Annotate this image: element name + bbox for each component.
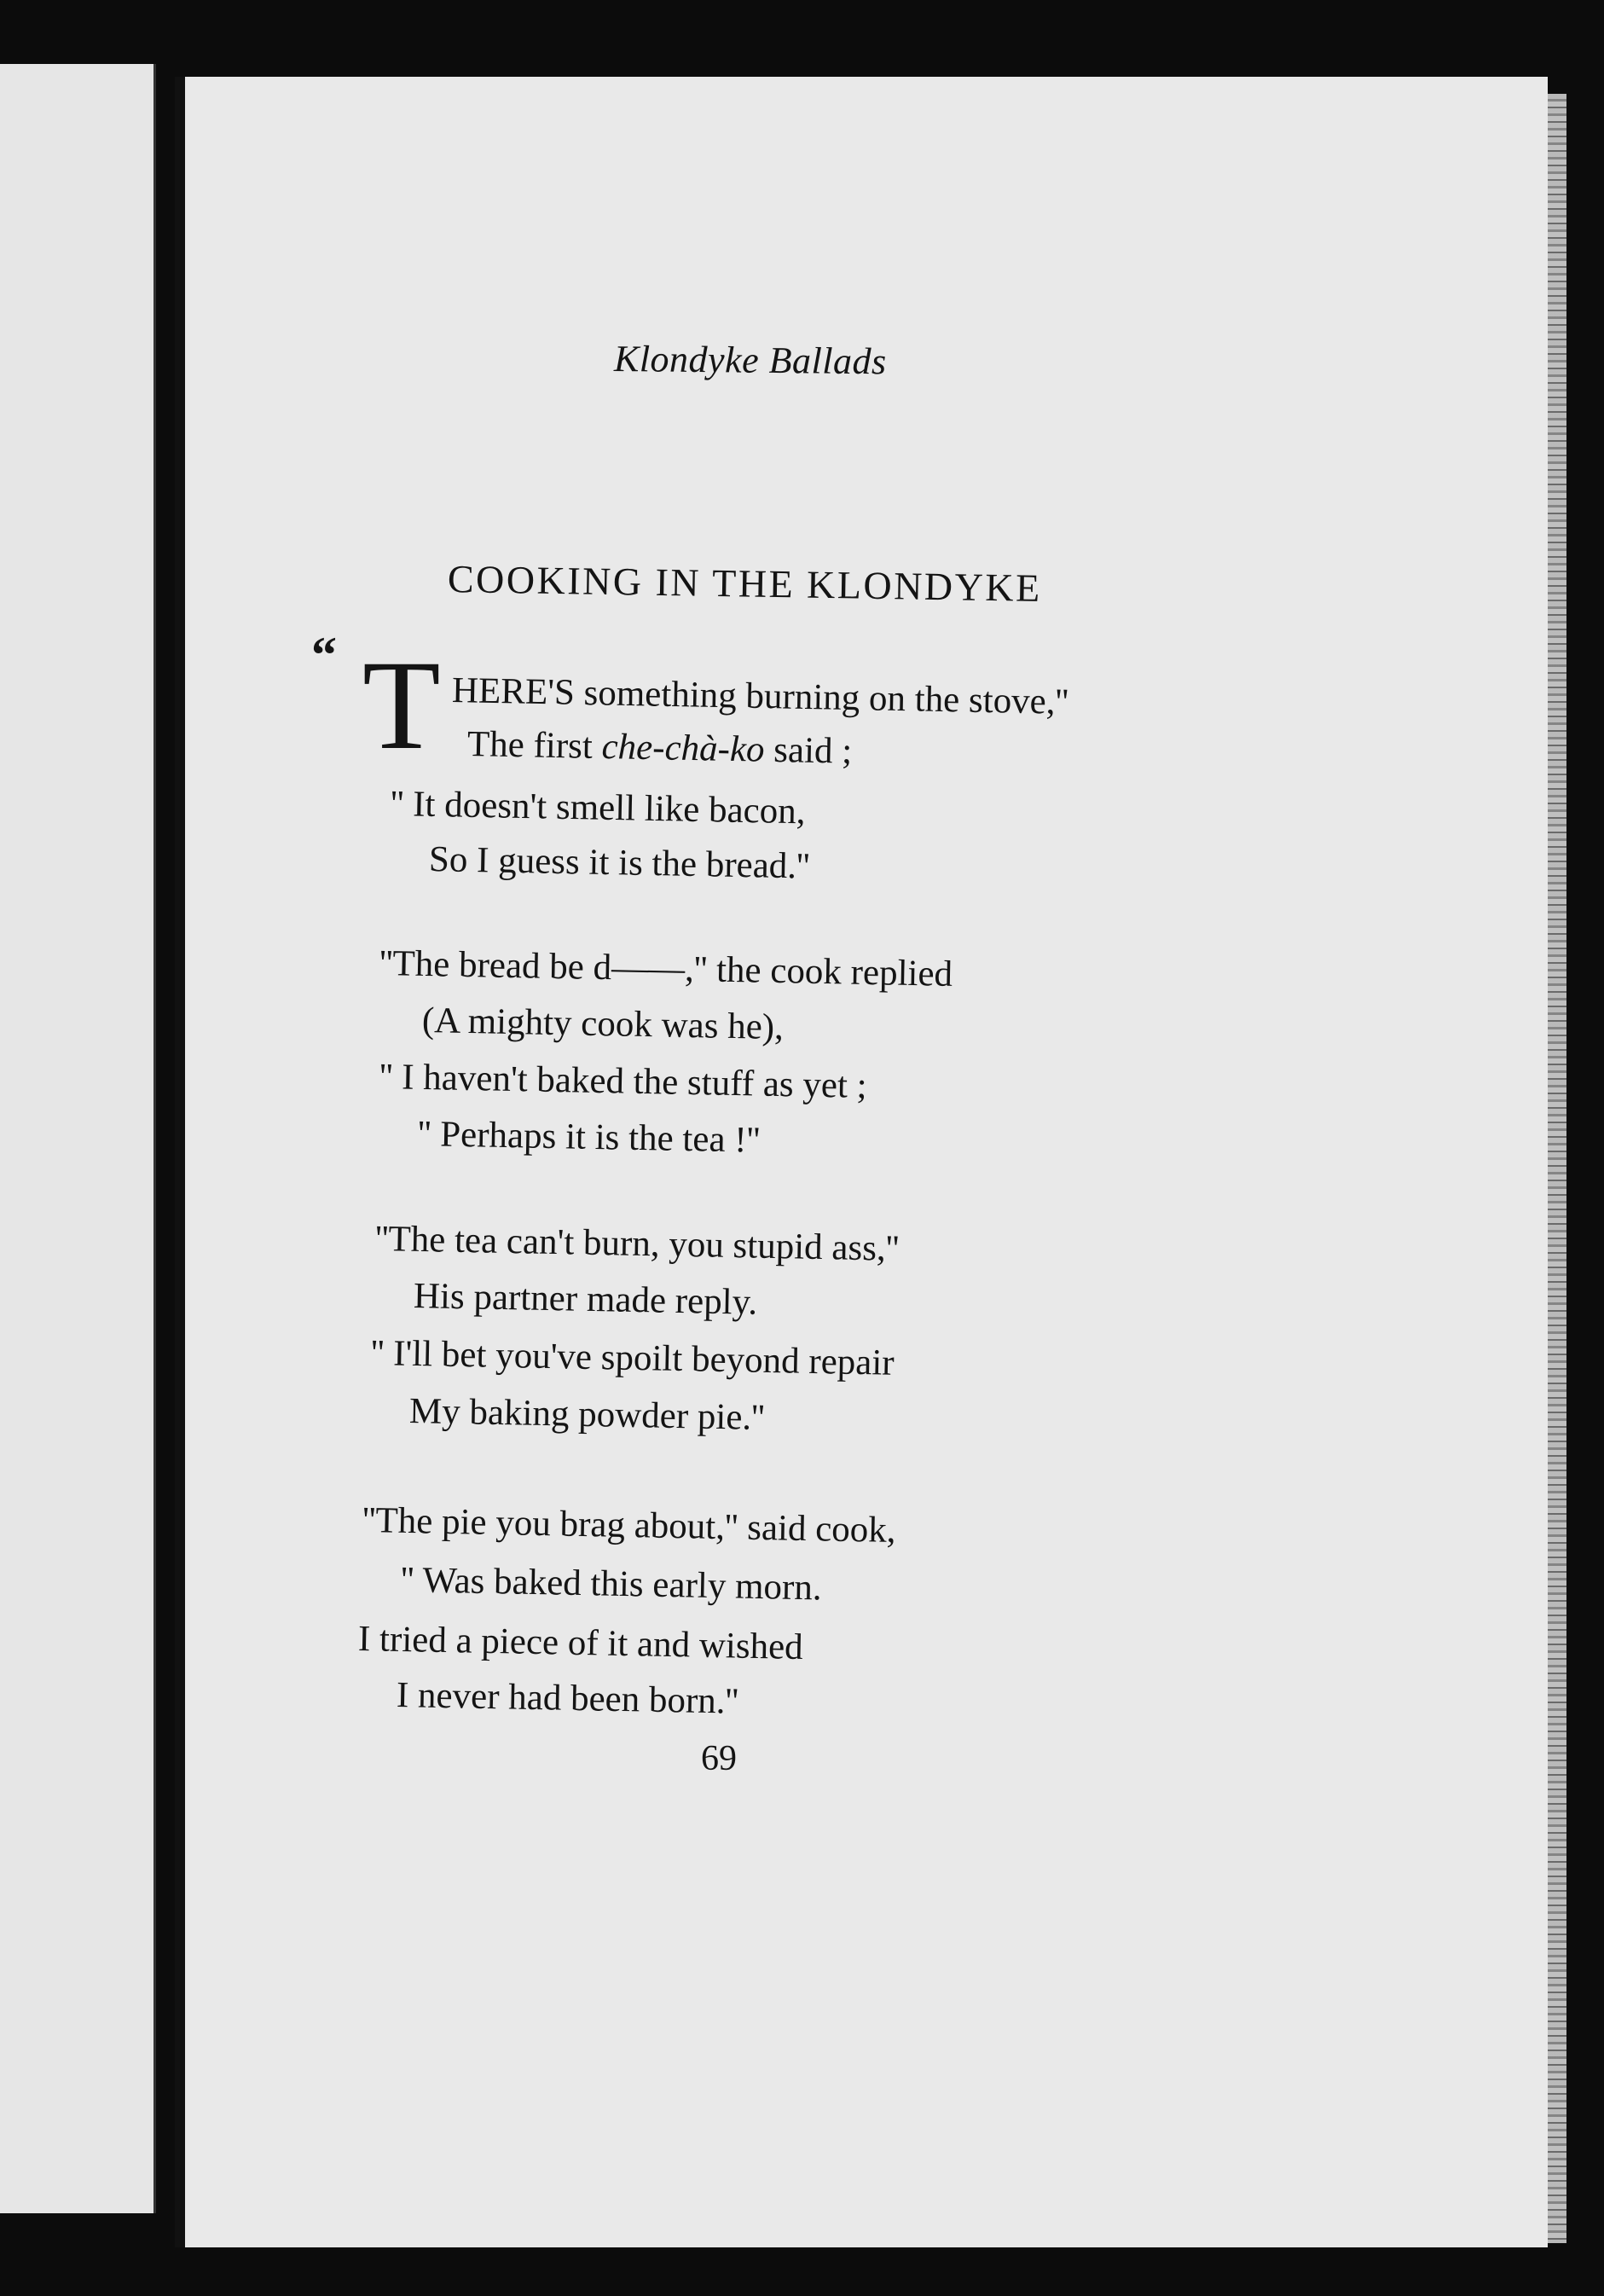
poem-line: '' I'll bet you've spoilt beyond repair — [370, 1333, 895, 1383]
page-number: 69 — [701, 1739, 737, 1778]
page-fringe — [1548, 94, 1566, 2243]
poem-line: '' It doesn't smell like bacon, — [390, 784, 806, 832]
poem-line: My baking powder pie.'' — [408, 1391, 766, 1438]
opening-quote: “ — [311, 627, 337, 683]
poem-line: ''The tea can't burn, you stupid ass,'' — [374, 1219, 900, 1269]
poem-line: '' I haven't baked the stuff as yet ; — [379, 1057, 868, 1106]
poem-line: '' Was baked this early morn. — [400, 1560, 823, 1609]
poem-line: ''The pie you brag about,'' said cook, — [362, 1500, 897, 1551]
poem-line: I never had been born.'' — [396, 1675, 739, 1722]
book-page — [175, 77, 1548, 2247]
poem-line: (A mighty cook was he), — [421, 1000, 785, 1048]
poem-line: '' Perhaps it is the tea !'' — [417, 1114, 761, 1161]
poem-line: His partner made reply. — [413, 1276, 758, 1323]
poem-title: COOKING IN THE KLONDYKE — [447, 557, 1043, 610]
poem-line: I tried a piece of it and wished — [357, 1619, 804, 1668]
running-head: Klondyke Ballads — [613, 338, 887, 383]
poem-line: ''The bread be d——,'' the cook replied — [379, 943, 953, 994]
poem-line: HERE'S something burning on the stove,'' — [451, 670, 1069, 722]
poem-line: The first che-chà-ko said ; — [466, 724, 853, 772]
line-text: The first — [466, 724, 603, 768]
left-page-edge — [0, 64, 156, 2213]
drop-cap: T — [362, 635, 441, 776]
poem-line: So I guess it is the bread.'' — [428, 839, 811, 887]
che-chako-word: che-chà-ko — [601, 727, 765, 770]
